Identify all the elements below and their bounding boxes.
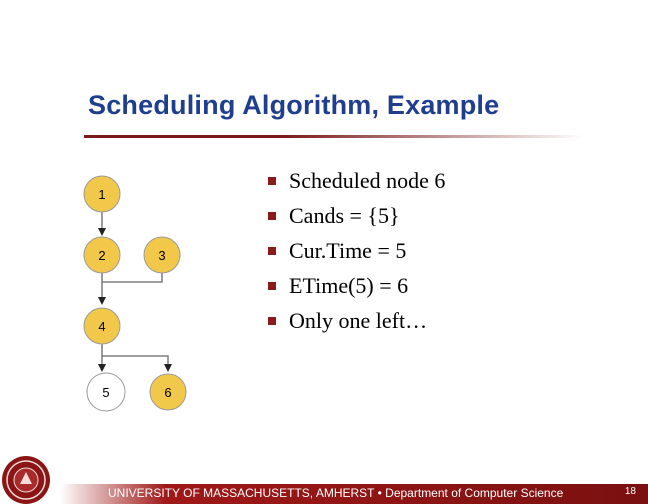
footer-text	[108, 486, 563, 500]
node-1	[84, 176, 120, 212]
square-bullet-icon	[268, 247, 276, 255]
node-4	[84, 308, 120, 344]
node-6	[150, 374, 186, 410]
bullet-item	[265, 201, 445, 236]
edge-3-4	[102, 273, 162, 282]
node-5-label: 5	[102, 385, 110, 400]
node-4-label: 4	[98, 319, 106, 334]
bullet-text: Cur.Time = 5	[289, 238, 407, 263]
bullet-item	[265, 271, 445, 306]
square-bullet-icon	[268, 317, 276, 325]
bullet-list	[265, 166, 445, 341]
node-1-label: 1	[98, 187, 106, 202]
footer-bar	[0, 474, 648, 504]
bullet-text: Only one left…	[289, 308, 428, 333]
bullet-text: Scheduled node 6	[289, 168, 446, 193]
bullet-item	[265, 236, 445, 271]
square-bullet-icon	[268, 212, 276, 220]
bullet-text: Cands = {5}	[289, 203, 400, 228]
page-number: 18	[624, 486, 636, 497]
edge-4-6	[102, 356, 168, 370]
footer-separator: •	[377, 486, 382, 500]
footer-department: Department of Computer Science	[385, 486, 564, 500]
slide-title: Scheduling Algorithm, Example	[88, 90, 500, 120]
node-5	[87, 373, 125, 411]
node-2-label: 2	[98, 248, 106, 263]
node-3	[144, 237, 180, 273]
square-bullet-icon	[268, 282, 276, 290]
bullet-item	[265, 306, 445, 341]
footer-university: UNIVERSITY OF MASSACHUSETTS, AMHERST	[108, 486, 375, 500]
bullet-text: ETime(5) = 6	[289, 273, 409, 298]
square-bullet-icon	[268, 177, 276, 185]
node-2	[84, 237, 120, 273]
node-6-label: 6	[164, 385, 172, 400]
bullet-item	[265, 166, 445, 201]
university-seal-icon	[0, 452, 52, 504]
node-3-label: 3	[158, 248, 166, 263]
